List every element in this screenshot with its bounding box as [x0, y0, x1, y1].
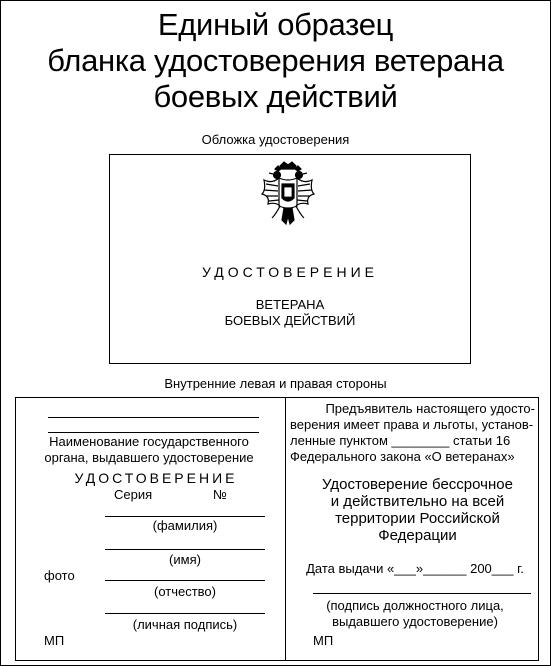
- validity-line-2: и действительно на всей: [330, 493, 505, 510]
- official-signature-line: [313, 593, 531, 594]
- rights-text-line-3: ленные пунктом ________ статьи 16: [290, 433, 511, 448]
- patronymic-line: [105, 580, 265, 581]
- official-signature-label-1: (подпись должностного лица,: [326, 598, 504, 613]
- name-label: (имя): [169, 552, 201, 567]
- document-title-line-3: боевых действий: [153, 79, 398, 114]
- document-title-line-2: бланка удостоверения ветерана: [47, 43, 504, 78]
- org-name-line-2: [48, 432, 259, 433]
- signature-label: (личная подпись): [132, 617, 238, 632]
- issue-date-field: Дата выдачи «___»______ 200___ г.: [306, 561, 524, 576]
- stamp-label-left: МП: [44, 633, 65, 648]
- patronymic-label: (отчество): [153, 584, 216, 599]
- inner-caption: Внутренние левая и правая стороны: [164, 376, 387, 391]
- number-label: №: [213, 487, 227, 502]
- cover-subtitle-line-1: ВЕТЕРАНА: [255, 297, 325, 312]
- cover-subtitle: [109, 297, 471, 329]
- validity-line-4: Федерации: [378, 527, 457, 544]
- series-label: Серия: [114, 487, 153, 502]
- rights-text-line-2: верения имеет права и льготы, установ-: [290, 417, 534, 432]
- org-label-line-1: Наименование государственного: [49, 434, 249, 449]
- surname-line: [105, 516, 265, 517]
- page-divider: [285, 397, 286, 660]
- org-name-line-1: [48, 417, 259, 418]
- org-label-line-2: органа, выдавшего удостоверение: [44, 450, 254, 465]
- cover-heading: УДОСТОВЕРЕНИЕ: [202, 264, 378, 280]
- document-title-line-1: Единый образец: [157, 7, 394, 42]
- surname-label: (фамилия): [152, 518, 218, 533]
- signature-line: [105, 613, 265, 614]
- name-line: [105, 549, 265, 550]
- rights-text-line-1: Предъявитель настоящего удосто-: [325, 401, 535, 416]
- inner-heading: УДОСТОВЕРЕНИЕ: [74, 470, 238, 486]
- cover-subtitle-line-2: БОЕВЫХ ДЕЙСТВИЙ: [224, 313, 356, 328]
- stamp-label-right: МП: [313, 633, 334, 648]
- cover-caption: Обложка удостоверения: [201, 132, 350, 147]
- validity-line-3: территории Российской: [335, 510, 500, 527]
- validity-line-1: Удостоверение бессрочное: [322, 476, 513, 493]
- coat-of-arms-icon: [258, 160, 318, 228]
- rights-text-line-4: Федерального закона «О ветеранах»: [290, 449, 515, 464]
- official-signature-label-2: выдавшего удостоверение): [332, 614, 498, 629]
- photo-label: фото: [44, 568, 75, 583]
